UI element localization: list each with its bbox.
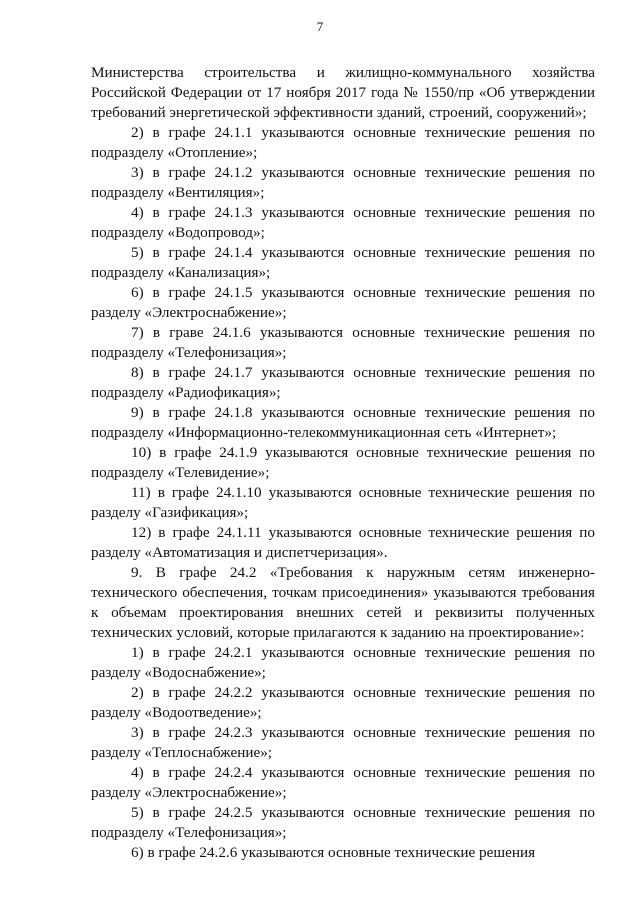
list-item: 2) в графе 24.1.1 указываются основные технические решения по подразделу «Отопление»;: [91, 124, 595, 161]
list-item: 5) в графе 24.2.5 указываются основные технические решения по подразделу «Телефонизация»;: [91, 804, 595, 841]
paragraph-continuation: Министерства строительства и жилищно-коммунального хозяйства Российской Федерации от 17 ноября 2017 года № 1550/пр «Об утверждении требований энергетической эффективности зданий, строений, сооружений»;: [91, 64, 595, 121]
list-item: 2) в графе 24.2.2 указываются основные технические решения по разделу «Водоотведение»;: [91, 684, 595, 721]
list-item: 7) в граве 24.1.6 указываются основные технические решения по подразделу «Телефонизация»;: [91, 324, 595, 361]
list-item: 12) в графе 24.1.11 указываются основные технические решения по разделу «Автоматизация и диспетчеризация».: [91, 524, 595, 561]
list-item: 6) в графе 24.1.5 указываются основные технические решения по разделу «Электроснабжение»;: [91, 284, 595, 321]
list-item: 10) в графе 24.1.9 указываются основные технические решения по подразделу «Телевидение»;: [91, 444, 595, 481]
list-item: 3) в графе 24.2.3 указываются основные технические решения по разделу «Теплоснабжение»;: [91, 724, 595, 761]
list-item: 5) в графе 24.1.4 указываются основные технические решения по подразделу «Канализация»;: [91, 244, 595, 281]
list-item: 3) в графе 24.1.2 указываются основные технические решения по подразделу «Вентиляция»;: [91, 164, 595, 201]
list-item: 9. В графе 24.2 «Требования к наружным сетям инженерно-технического обеспечения, точкам присоединения» указываются требования к объемам проектирования внешних сетей и реквизиты полученных технических условий, которые прилагаются к заданию на проектирование»:: [91, 564, 595, 641]
page-number: 7: [316, 19, 324, 34]
list-item: 4) в графе 24.1.3 указываются основные технические решения по подразделу «Водопровод»;: [91, 204, 595, 241]
list-item: 8) в графе 24.1.7 указываются основные технические решения по подразделу «Радиофикация»;: [91, 364, 595, 401]
section-paragraph: 1) в графе 24.2.1 указываются основные технические решения по разделу «Водоснабжение»;: [91, 644, 595, 681]
list-item: 11) в графе 24.1.10 указываются основные технические решения по разделу «Газификация»;: [91, 484, 595, 521]
list-item: 9) в графе 24.1.8 указываются основные технические решения по подразделу «Информационно-телекоммуникационная сеть «Интернет»;: [91, 404, 595, 441]
document-body: [91, 63, 595, 863]
list-item: 4) в графе 24.2.4 указываются основные технические решения по разделу «Электроснабжение»;: [91, 764, 595, 801]
list-item: 6) в графе 24.2.6 указываются основные технические решения: [131, 844, 536, 861]
